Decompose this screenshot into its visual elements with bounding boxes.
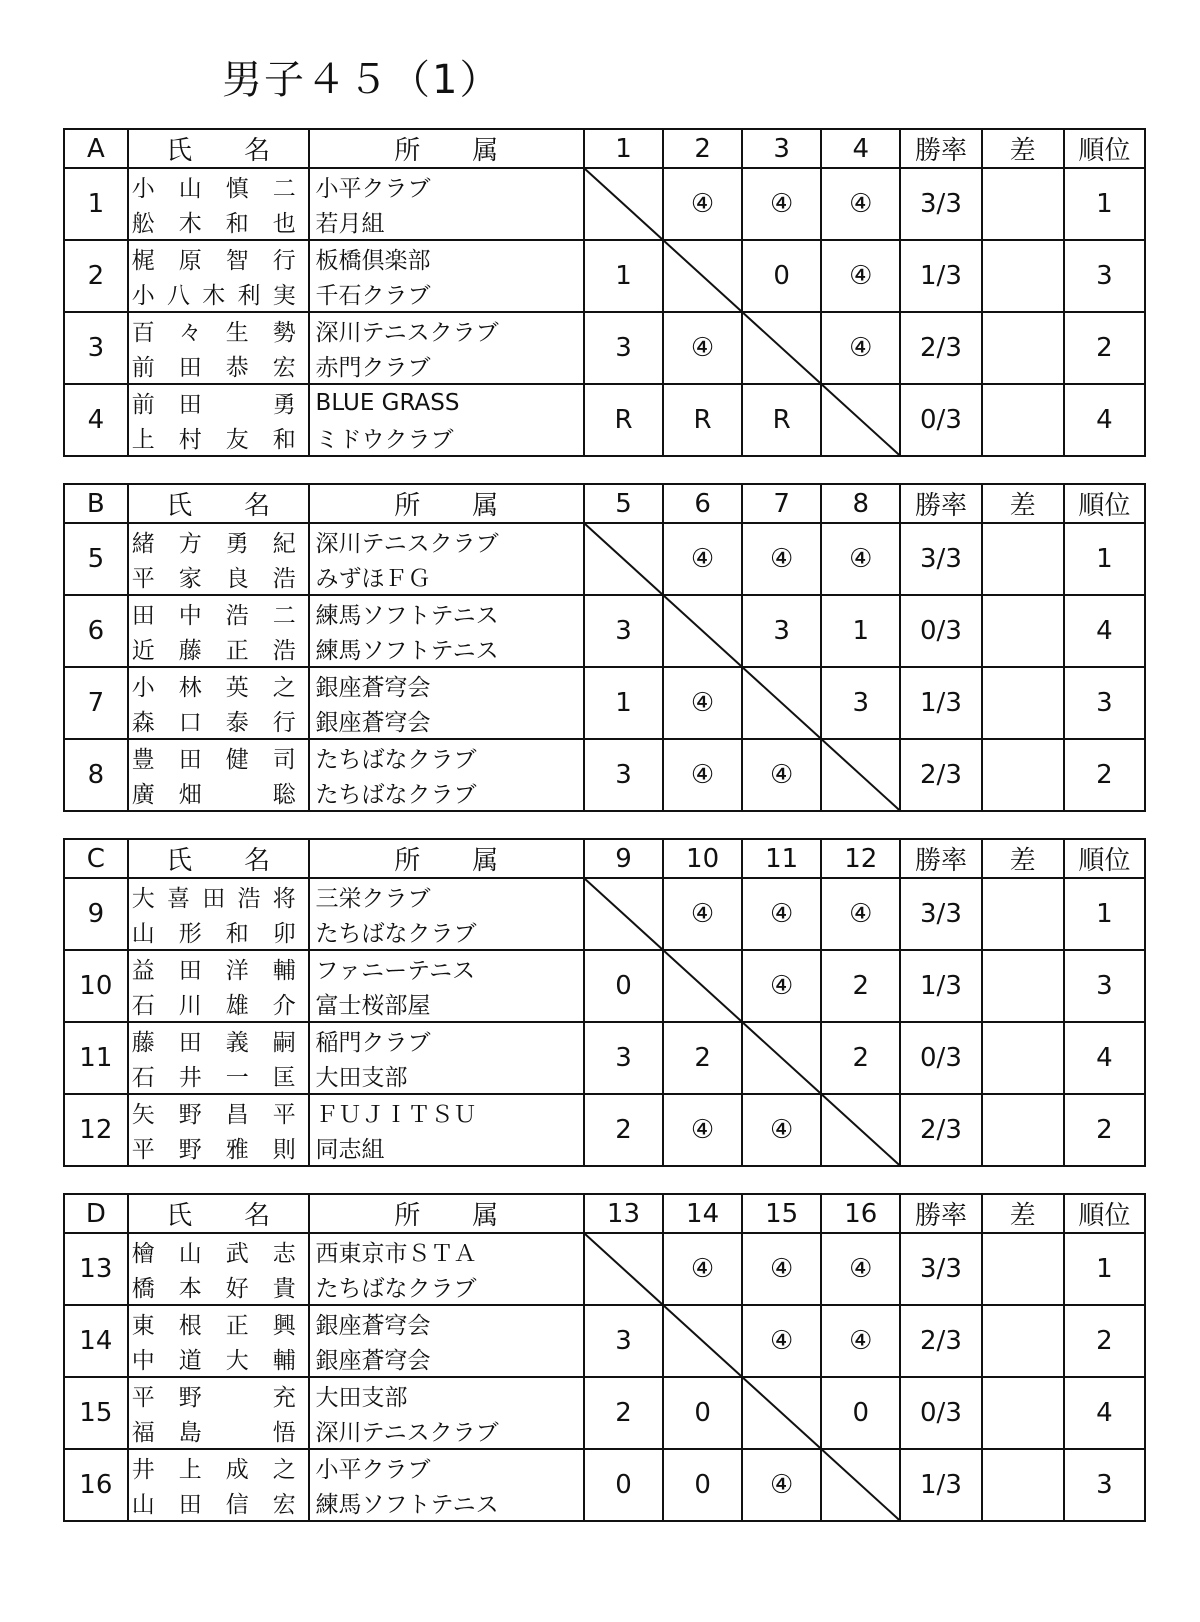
match-result: ④: [742, 950, 821, 1022]
match-result: ④: [663, 1233, 742, 1305]
player-name-text: 石 川 雄 介: [131, 993, 296, 1019]
match-result: R: [742, 384, 821, 456]
table-row: [64, 1233, 1145, 1269]
win-rate: 1/3: [900, 667, 981, 739]
match-result: 3: [584, 739, 663, 811]
player-name: [128, 878, 309, 914]
player-name: [128, 950, 309, 986]
match-result: 2: [821, 1022, 900, 1094]
pool-table-a: [63, 128, 1146, 457]
self-match-cell: [584, 523, 663, 595]
rank: 3: [1064, 667, 1145, 739]
table-row: [64, 1449, 1145, 1485]
header-win-rate: 勝率: [900, 129, 981, 168]
player-club: 稲門クラブ: [309, 1022, 584, 1058]
win-rate: 3/3: [900, 168, 981, 240]
self-match-cell: [663, 240, 742, 312]
win-rate: 0/3: [900, 1022, 981, 1094]
player-number: 5: [64, 523, 128, 595]
self-match-cell: [584, 878, 663, 950]
player-name: [128, 384, 309, 420]
player-name: [128, 559, 309, 595]
self-match-cell: [742, 1022, 821, 1094]
header-diff: 差: [982, 484, 1064, 523]
table-row: [64, 1022, 1145, 1058]
match-result: ④: [742, 878, 821, 950]
match-result: ④: [742, 739, 821, 811]
game-diff: [982, 1094, 1064, 1166]
match-result: 2: [821, 950, 900, 1022]
header-opponent-number: 15: [742, 1194, 821, 1233]
table-row: [64, 1094, 1145, 1130]
player-name: [128, 204, 309, 240]
rank: 3: [1064, 1449, 1145, 1521]
match-result: ④: [821, 312, 900, 384]
player-name: [128, 1233, 309, 1269]
self-match-cell: [584, 1233, 663, 1305]
match-result: 0: [663, 1377, 742, 1449]
player-name-text: 田 中 浩 二: [131, 603, 296, 629]
game-diff: [982, 523, 1064, 595]
rank: 1: [1064, 878, 1145, 950]
player-club: 同志組: [309, 1130, 584, 1166]
player-name: [128, 1449, 309, 1485]
game-diff: [982, 312, 1064, 384]
header-win-rate: 勝率: [900, 839, 981, 878]
player-number: 11: [64, 1022, 128, 1094]
header-rank: 順位: [1064, 1194, 1145, 1233]
win-rate: 2/3: [900, 312, 981, 384]
pool-table-c: [63, 838, 1146, 1167]
player-club: 深川テニスクラブ: [309, 523, 584, 559]
header-opponent-number: 1: [584, 129, 663, 168]
match-result: R: [663, 384, 742, 456]
match-result: 3: [584, 1022, 663, 1094]
header-opponent-number: 8: [821, 484, 900, 523]
match-result: ④: [821, 240, 900, 312]
self-match-cell: [821, 1094, 900, 1166]
header-club: 所 属: [309, 1194, 584, 1233]
header-rank: 順位: [1064, 484, 1145, 523]
player-name-text: 平 野 充: [131, 1385, 296, 1411]
rank: 3: [1064, 950, 1145, 1022]
player-club: 銀座蒼穹会: [309, 1341, 584, 1377]
player-club: たちばなクラブ: [309, 1269, 584, 1305]
self-match-cell: [821, 384, 900, 456]
match-result: 2: [584, 1094, 663, 1166]
player-club: たちばなクラブ: [309, 775, 584, 811]
table-row: [64, 384, 1145, 420]
table-row: [64, 168, 1145, 204]
player-number: 6: [64, 595, 128, 667]
match-result: R: [584, 384, 663, 456]
player-number: 14: [64, 1305, 128, 1377]
game-diff: [982, 1449, 1064, 1521]
player-name-text: 前 田 恭 宏: [131, 355, 296, 381]
game-diff: [982, 595, 1064, 667]
rank: 4: [1064, 1377, 1145, 1449]
match-result: ④: [821, 523, 900, 595]
player-name-text: 百 々 生 勢: [131, 320, 296, 346]
player-club: 練馬ソフトテニス: [309, 1485, 584, 1521]
player-name: [128, 914, 309, 950]
player-number: 3: [64, 312, 128, 384]
match-result: ④: [821, 1233, 900, 1305]
table-row: [64, 523, 1145, 559]
game-diff: [982, 1022, 1064, 1094]
table-row: [64, 1377, 1145, 1413]
match-result: ④: [663, 667, 742, 739]
pool-label: A: [64, 129, 128, 168]
self-match-cell: [663, 1305, 742, 1377]
match-result: ④: [742, 1233, 821, 1305]
player-club: 大田支部: [309, 1377, 584, 1413]
player-name: [128, 523, 309, 559]
match-result: 0: [821, 1377, 900, 1449]
match-result: 3: [821, 667, 900, 739]
player-club: 深川テニスクラブ: [309, 1413, 584, 1449]
pool-table-b: [63, 483, 1146, 812]
match-result: 0: [584, 950, 663, 1022]
rank: 2: [1064, 1094, 1145, 1166]
game-diff: [982, 1377, 1064, 1449]
game-diff: [982, 1233, 1064, 1305]
player-name-text: 石 井 一 匡: [131, 1065, 296, 1091]
match-result: 1: [584, 667, 663, 739]
match-result: ④: [821, 1305, 900, 1377]
player-name: [128, 168, 309, 204]
player-name-text: 前 田 勇: [131, 392, 296, 418]
win-rate: 0/3: [900, 1377, 981, 1449]
match-result: ④: [821, 878, 900, 950]
player-club: みずほＦＧ: [309, 559, 584, 595]
rank: 2: [1064, 1305, 1145, 1377]
player-name-text: 小 林 英 之: [131, 675, 296, 701]
match-result: 2: [663, 1022, 742, 1094]
self-match-cell: [742, 1377, 821, 1449]
player-club: 銀座蒼穹会: [309, 667, 584, 703]
player-name: [128, 1377, 309, 1413]
match-result: 0: [584, 1449, 663, 1521]
rank: 3: [1064, 240, 1145, 312]
rank: 4: [1064, 1022, 1145, 1094]
player-name: [128, 1094, 309, 1130]
header-name: 氏 名: [128, 484, 309, 523]
win-rate: 0/3: [900, 595, 981, 667]
page-title: 男子４５（1）: [222, 57, 502, 103]
player-name: [128, 775, 309, 811]
player-club: 若月組: [309, 204, 584, 240]
player-name-text: 緒 方 勇 紀: [131, 531, 296, 557]
win-rate: 2/3: [900, 1305, 981, 1377]
header-diff: 差: [982, 1194, 1064, 1233]
table-row: [64, 312, 1145, 348]
rank: 1: [1064, 523, 1145, 595]
table-row: [64, 1305, 1145, 1341]
header-name: 氏 名: [128, 1194, 309, 1233]
game-diff: [982, 878, 1064, 950]
match-result: ④: [663, 1094, 742, 1166]
player-club: 赤門クラブ: [309, 348, 584, 384]
player-name: [128, 1341, 309, 1377]
player-name-text: 小 山 慎 二: [131, 176, 296, 202]
player-name-text: 近 藤 正 浩: [131, 638, 296, 664]
self-match-cell: [742, 667, 821, 739]
game-diff: [982, 950, 1064, 1022]
player-name: [128, 420, 309, 456]
player-number: 7: [64, 667, 128, 739]
table-row: [64, 950, 1145, 986]
game-diff: [982, 384, 1064, 456]
match-result: 1: [584, 240, 663, 312]
match-result: 3: [584, 1305, 663, 1377]
game-diff: [982, 739, 1064, 811]
self-match-cell: [663, 595, 742, 667]
header-name: 氏 名: [128, 839, 309, 878]
player-name: [128, 276, 309, 312]
player-club: 大田支部: [309, 1058, 584, 1094]
player-name-text: 益 田 洋 輔: [131, 958, 296, 984]
player-name-text: 東 根 正 興: [131, 1313, 296, 1339]
player-name-text: 梶 原 智 行: [131, 248, 296, 274]
match-result: ④: [742, 1305, 821, 1377]
player-club: 小平クラブ: [309, 1449, 584, 1485]
player-name-text: 小 八 木 利 実: [131, 283, 296, 309]
player-name: [128, 1058, 309, 1094]
header-rank: 順位: [1064, 129, 1145, 168]
match-result: ④: [821, 168, 900, 240]
match-result: ④: [742, 523, 821, 595]
player-club: 西東京市ＳＴＡ: [309, 1233, 584, 1269]
player-club: BLUE GRASS: [309, 384, 584, 420]
player-name-text: 大 喜 田 浩 将: [131, 886, 296, 912]
self-match-cell: [584, 168, 663, 240]
match-result: 1: [821, 595, 900, 667]
win-rate: 3/3: [900, 878, 981, 950]
match-result: ④: [742, 168, 821, 240]
player-name-text: 福 島 悟: [131, 1420, 296, 1446]
table-row: [64, 667, 1145, 703]
player-name-text: 平 家 良 浩: [131, 566, 296, 592]
header-club: 所 属: [309, 484, 584, 523]
player-number: 9: [64, 878, 128, 950]
player-number: 2: [64, 240, 128, 312]
header-diff: 差: [982, 129, 1064, 168]
player-club: 小平クラブ: [309, 168, 584, 204]
self-match-cell: [821, 1449, 900, 1521]
player-club: 三栄クラブ: [309, 878, 584, 914]
game-diff: [982, 240, 1064, 312]
header-opponent-number: 11: [742, 839, 821, 878]
pool-label: C: [64, 839, 128, 878]
header-opponent-number: 3: [742, 129, 821, 168]
win-rate: 0/3: [900, 384, 981, 456]
player-number: 15: [64, 1377, 128, 1449]
win-rate: 1/3: [900, 240, 981, 312]
header-win-rate: 勝率: [900, 484, 981, 523]
self-match-cell: [821, 739, 900, 811]
player-name: [128, 240, 309, 276]
player-number: 16: [64, 1449, 128, 1521]
match-result: 3: [584, 312, 663, 384]
player-name: [128, 739, 309, 775]
player-number: 1: [64, 168, 128, 240]
game-diff: [982, 1305, 1064, 1377]
pool-label: D: [64, 1194, 128, 1233]
player-name-text: 廣 畑 聡: [131, 782, 296, 808]
player-name-text: 豊 田 健 司: [131, 747, 296, 773]
player-number: 8: [64, 739, 128, 811]
header-opponent-number: 6: [663, 484, 742, 523]
player-name: [128, 1413, 309, 1449]
player-name: [128, 595, 309, 631]
player-name: [128, 703, 309, 739]
rank: 4: [1064, 595, 1145, 667]
header-opponent-number: 2: [663, 129, 742, 168]
win-rate: 2/3: [900, 1094, 981, 1166]
match-result: 3: [742, 595, 821, 667]
pool-label: B: [64, 484, 128, 523]
player-name-text: 山 形 和 卯: [131, 921, 296, 947]
win-rate: 2/3: [900, 739, 981, 811]
rank: 4: [1064, 384, 1145, 456]
match-result: ④: [663, 523, 742, 595]
player-name-text: 矢 野 昌 平: [131, 1102, 296, 1128]
header-opponent-number: 10: [663, 839, 742, 878]
win-rate: 1/3: [900, 950, 981, 1022]
header-opponent-number: 5: [584, 484, 663, 523]
win-rate: 1/3: [900, 1449, 981, 1521]
player-name: [128, 667, 309, 703]
table-row: [64, 739, 1145, 775]
header-opponent-number: 7: [742, 484, 821, 523]
pool-table-d: [63, 1193, 1146, 1522]
rank: 1: [1064, 1233, 1145, 1305]
header-opponent-number: 12: [821, 839, 900, 878]
table-row: [64, 595, 1145, 631]
player-club: たちばなクラブ: [309, 739, 584, 775]
header-club: 所 属: [309, 129, 584, 168]
player-name-text: 藤 田 義 嗣: [131, 1030, 296, 1056]
rank: 2: [1064, 739, 1145, 811]
game-diff: [982, 667, 1064, 739]
player-club: ファニーテニス: [309, 950, 584, 986]
header-opponent-number: 4: [821, 129, 900, 168]
player-number: 13: [64, 1233, 128, 1305]
match-result: ④: [663, 878, 742, 950]
player-club: 千石クラブ: [309, 276, 584, 312]
player-club: ミドウクラブ: [309, 420, 584, 456]
player-club: たちばなクラブ: [309, 914, 584, 950]
player-name: [128, 1130, 309, 1166]
player-name-text: 橋 本 好 貴: [131, 1276, 296, 1302]
player-name-text: 上 村 友 和: [131, 427, 296, 453]
header-win-rate: 勝率: [900, 1194, 981, 1233]
win-rate: 3/3: [900, 1233, 981, 1305]
match-result: ④: [742, 1094, 821, 1166]
self-match-cell: [663, 950, 742, 1022]
player-name: [128, 1269, 309, 1305]
player-name: [128, 631, 309, 667]
header-club: 所 属: [309, 839, 584, 878]
match-result: 2: [584, 1377, 663, 1449]
player-number: 4: [64, 384, 128, 456]
match-result: ④: [663, 168, 742, 240]
rank: 1: [1064, 168, 1145, 240]
match-result: 0: [742, 240, 821, 312]
player-name-text: 平 野 雅 則: [131, 1137, 296, 1163]
match-result: 3: [584, 595, 663, 667]
player-number: 12: [64, 1094, 128, 1166]
header-name: 氏 名: [128, 129, 309, 168]
header-diff: 差: [982, 839, 1064, 878]
player-club: 富士桜部屋: [309, 986, 584, 1022]
player-club: 板橋倶楽部: [309, 240, 584, 276]
player-name: [128, 1022, 309, 1058]
header-opponent-number: 14: [663, 1194, 742, 1233]
player-club: ＦＵＪＩＴＳＵ: [309, 1094, 584, 1130]
player-name-text: 井 上 成 之: [131, 1457, 296, 1483]
match-result: ④: [663, 739, 742, 811]
match-result: ④: [742, 1449, 821, 1521]
table-row: [64, 878, 1145, 914]
match-result: 0: [663, 1449, 742, 1521]
player-name: [128, 312, 309, 348]
player-name: [128, 348, 309, 384]
player-name-text: 檜 山 武 志: [131, 1241, 296, 1267]
player-club: 銀座蒼穹会: [309, 703, 584, 739]
self-match-cell: [742, 312, 821, 384]
player-name: [128, 1305, 309, 1341]
player-club: 練馬ソフトテニス: [309, 631, 584, 667]
header-rank: 順位: [1064, 839, 1145, 878]
header-opponent-number: 9: [584, 839, 663, 878]
game-diff: [982, 168, 1064, 240]
rank: 2: [1064, 312, 1145, 384]
match-result: ④: [663, 312, 742, 384]
player-name: [128, 1485, 309, 1521]
player-name-text: 中 道 大 輔: [131, 1348, 296, 1374]
player-name: [128, 986, 309, 1022]
win-rate: 3/3: [900, 523, 981, 595]
player-name-text: 山 田 信 宏: [131, 1492, 296, 1518]
header-opponent-number: 16: [821, 1194, 900, 1233]
player-name-text: 森 口 泰 行: [131, 710, 296, 736]
player-name-text: 舩 木 和 也: [131, 211, 296, 237]
player-club: 練馬ソフトテニス: [309, 595, 584, 631]
player-club: 銀座蒼穹会: [309, 1305, 584, 1341]
player-club: 深川テニスクラブ: [309, 312, 584, 348]
player-number: 10: [64, 950, 128, 1022]
table-row: [64, 240, 1145, 276]
header-opponent-number: 13: [584, 1194, 663, 1233]
